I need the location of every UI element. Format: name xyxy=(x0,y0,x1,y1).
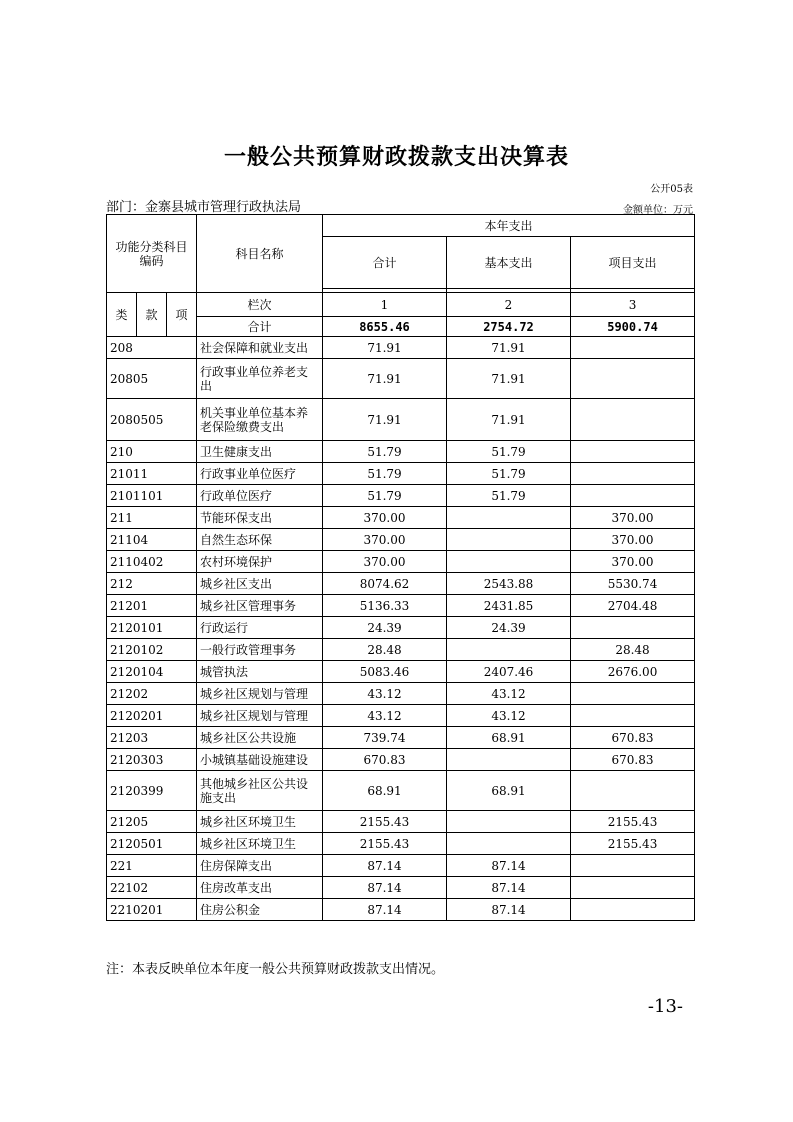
row-total: 71.91 xyxy=(323,337,447,359)
row-project xyxy=(571,771,695,811)
row-total: 370.00 xyxy=(323,529,447,551)
table-row xyxy=(107,359,695,399)
table-row xyxy=(107,639,695,661)
row-code: 211 xyxy=(107,507,197,529)
row-code: 2120102 xyxy=(107,639,197,661)
row-subject-name: 行政单位医疗 xyxy=(197,485,323,507)
sum-total: 8655.46 xyxy=(323,317,447,337)
page-number: -13- xyxy=(647,996,683,1017)
row-basic: 24.39 xyxy=(447,617,571,639)
row-project: 370.00 xyxy=(571,529,695,551)
row-basic: 71.91 xyxy=(447,337,571,359)
row-total: 670.83 xyxy=(323,749,447,771)
table-row xyxy=(107,617,695,639)
row-basic xyxy=(447,811,571,833)
row-code: 2210201 xyxy=(107,899,197,921)
subject-name-header: 科目名称 xyxy=(197,215,323,293)
form-code: 公开05表 xyxy=(650,184,693,195)
basic-header: 基本支出 xyxy=(447,237,571,289)
row-total: 5136.33 xyxy=(323,595,447,617)
row-subject-name: 卫生健康支出 xyxy=(197,441,323,463)
row-basic: 2431.85 xyxy=(447,595,571,617)
table-row xyxy=(107,811,695,833)
row-subject-name: 行政事业单位养老支出 xyxy=(197,359,323,399)
row-project: 370.00 xyxy=(571,507,695,529)
page-title: 一般公共预算财政拨款支出决算表 xyxy=(223,145,569,170)
row-basic: 51.79 xyxy=(447,485,571,507)
row-project xyxy=(571,359,695,399)
row-total: 71.91 xyxy=(323,399,447,441)
row-basic: 71.91 xyxy=(447,359,571,399)
table-row xyxy=(107,441,695,463)
row-subject-name: 小城镇基础设施建设 xyxy=(197,749,323,771)
row-project: 5530.74 xyxy=(571,573,695,595)
row-code: 221 xyxy=(107,855,197,877)
row-project xyxy=(571,855,695,877)
table-row xyxy=(107,683,695,705)
row-basic: 87.14 xyxy=(447,899,571,921)
row-project xyxy=(571,617,695,639)
row-project xyxy=(571,683,695,705)
table-row xyxy=(107,463,695,485)
row-project xyxy=(571,441,695,463)
unit-label: 金额单位：万元 xyxy=(623,205,693,216)
row-subject-name: 城管执法 xyxy=(197,661,323,683)
table-row xyxy=(107,833,695,855)
row-basic xyxy=(447,833,571,855)
row-code: 2120201 xyxy=(107,705,197,727)
row-basic: 43.12 xyxy=(447,683,571,705)
row-total: 68.91 xyxy=(323,771,447,811)
row-subject-name: 城乡社区规划与管理 xyxy=(197,683,323,705)
row-subject-name: 行政事业单位医疗 xyxy=(197,463,323,485)
row-project xyxy=(571,705,695,727)
row-code: 2080505 xyxy=(107,399,197,441)
row-basic xyxy=(447,529,571,551)
footnote: 注：本表反映单位本年度一般公共预算财政拨款支出情况。 xyxy=(106,962,445,977)
row-total: 2155.43 xyxy=(323,833,447,855)
row-subject-name: 城乡社区公共设施 xyxy=(197,727,323,749)
lei-header: 类 xyxy=(107,293,137,337)
col1-label: 1 xyxy=(323,293,447,317)
row-project xyxy=(571,485,695,507)
row-subject-name: 城乡社区环境卫生 xyxy=(197,833,323,855)
row-code: 2120303 xyxy=(107,749,197,771)
row-subject-name: 城乡社区规划与管理 xyxy=(197,705,323,727)
row-basic: 71.91 xyxy=(447,399,571,441)
row-basic xyxy=(447,639,571,661)
row-subject-name: 城乡社区环境卫生 xyxy=(197,811,323,833)
row-code: 2120501 xyxy=(107,833,197,855)
table-row xyxy=(107,855,695,877)
row-project: 670.83 xyxy=(571,727,695,749)
row-subject-name: 自然生态环保 xyxy=(197,529,323,551)
row-basic: 68.91 xyxy=(447,727,571,749)
row-project: 2676.00 xyxy=(571,661,695,683)
current-year-header: 本年支出 xyxy=(323,215,695,237)
row-code: 21205 xyxy=(107,811,197,833)
table-row xyxy=(107,877,695,899)
row-total: 5083.46 xyxy=(323,661,447,683)
row-project: 370.00 xyxy=(571,551,695,573)
row-project: 2155.43 xyxy=(571,811,695,833)
col2-label: 2 xyxy=(447,293,571,317)
row-subject-name: 住房保障支出 xyxy=(197,855,323,877)
table-row xyxy=(107,899,695,921)
row-total: 51.79 xyxy=(323,441,447,463)
row-basic: 43.12 xyxy=(447,705,571,727)
row-total: 87.14 xyxy=(323,877,447,899)
row-basic xyxy=(447,551,571,573)
row-total: 370.00 xyxy=(323,551,447,573)
row-code: 2120104 xyxy=(107,661,197,683)
row-subject-name: 住房公积金 xyxy=(197,899,323,921)
func-code-header: 功能分类科目编码 xyxy=(107,215,197,293)
row-subject-name: 机关事业单位基本养老保险缴费支出 xyxy=(197,399,323,441)
row-total: 87.14 xyxy=(323,855,447,877)
table-row xyxy=(107,661,695,683)
row-basic: 87.14 xyxy=(447,877,571,899)
project-header: 项目支出 xyxy=(571,237,695,289)
row-total: 71.91 xyxy=(323,359,447,399)
table-row xyxy=(107,771,695,811)
row-total: 370.00 xyxy=(323,507,447,529)
row-subject-name: 节能环保支出 xyxy=(197,507,323,529)
row-basic: 87.14 xyxy=(447,855,571,877)
row-subject-name: 农村环境保护 xyxy=(197,551,323,573)
row-basic: 51.79 xyxy=(447,463,571,485)
row-basic xyxy=(447,507,571,529)
row-code: 21104 xyxy=(107,529,197,551)
row-total: 739.74 xyxy=(323,727,447,749)
table-row xyxy=(107,529,695,551)
row-total: 51.79 xyxy=(323,463,447,485)
row-total: 87.14 xyxy=(323,899,447,921)
row-code: 212 xyxy=(107,573,197,595)
row-basic: 68.91 xyxy=(447,771,571,811)
row-subject-name: 城乡社区支出 xyxy=(197,573,323,595)
row-project xyxy=(571,399,695,441)
row-code: 21203 xyxy=(107,727,197,749)
table-row xyxy=(107,705,695,727)
row-project xyxy=(571,463,695,485)
row-project: 28.48 xyxy=(571,639,695,661)
row-code: 22102 xyxy=(107,877,197,899)
row-code: 2101101 xyxy=(107,485,197,507)
row-code: 21011 xyxy=(107,463,197,485)
row-subject-name: 社会保障和就业支出 xyxy=(197,337,323,359)
row-total: 43.12 xyxy=(323,683,447,705)
row-subject-name: 城乡社区管理事务 xyxy=(197,595,323,617)
row-code: 210 xyxy=(107,441,197,463)
row-basic: 2407.46 xyxy=(447,661,571,683)
row-project: 670.83 xyxy=(571,749,695,771)
row-basic xyxy=(447,749,571,771)
table-row xyxy=(107,749,695,771)
kuan-header: 款 xyxy=(137,293,167,337)
row-total: 43.12 xyxy=(323,705,447,727)
row-code: 2120101 xyxy=(107,617,197,639)
column-order-label: 栏次 xyxy=(197,293,323,317)
table-row xyxy=(107,727,695,749)
sum-label: 合计 xyxy=(197,317,323,337)
table-row xyxy=(107,399,695,441)
row-code: 2110402 xyxy=(107,551,197,573)
row-basic: 51.79 xyxy=(447,441,571,463)
row-project xyxy=(571,899,695,921)
xiang-header: 项 xyxy=(167,293,197,337)
row-code: 21201 xyxy=(107,595,197,617)
row-project xyxy=(571,337,695,359)
row-project xyxy=(571,877,695,899)
row-project: 2155.43 xyxy=(571,833,695,855)
table-row xyxy=(107,485,695,507)
table-row xyxy=(107,507,695,529)
sum-project: 5900.74 xyxy=(571,317,695,337)
row-subject-name: 住房改革支出 xyxy=(197,877,323,899)
total-header: 合计 xyxy=(323,237,447,289)
row-basic: 2543.88 xyxy=(447,573,571,595)
row-code: 21202 xyxy=(107,683,197,705)
sum-basic: 2754.72 xyxy=(447,317,571,337)
row-subject-name: 一般行政管理事务 xyxy=(197,639,323,661)
row-total: 8074.62 xyxy=(323,573,447,595)
row-code: 2120399 xyxy=(107,771,197,811)
table-row xyxy=(107,573,695,595)
col3-label: 3 xyxy=(571,293,695,317)
row-subject-name: 其他城乡社区公共设施支出 xyxy=(197,771,323,811)
row-code: 208 xyxy=(107,337,197,359)
row-total: 51.79 xyxy=(323,485,447,507)
table-row xyxy=(107,595,695,617)
row-total: 24.39 xyxy=(323,617,447,639)
table-row xyxy=(107,337,695,359)
row-code: 20805 xyxy=(107,359,197,399)
row-subject-name: 行政运行 xyxy=(197,617,323,639)
department-label: 部门：金寨县城市管理行政执法局 xyxy=(106,200,302,215)
table-row xyxy=(107,551,695,573)
expenditure-table xyxy=(106,214,695,921)
row-total: 28.48 xyxy=(323,639,447,661)
row-project: 2704.48 xyxy=(571,595,695,617)
row-total: 2155.43 xyxy=(323,811,447,833)
